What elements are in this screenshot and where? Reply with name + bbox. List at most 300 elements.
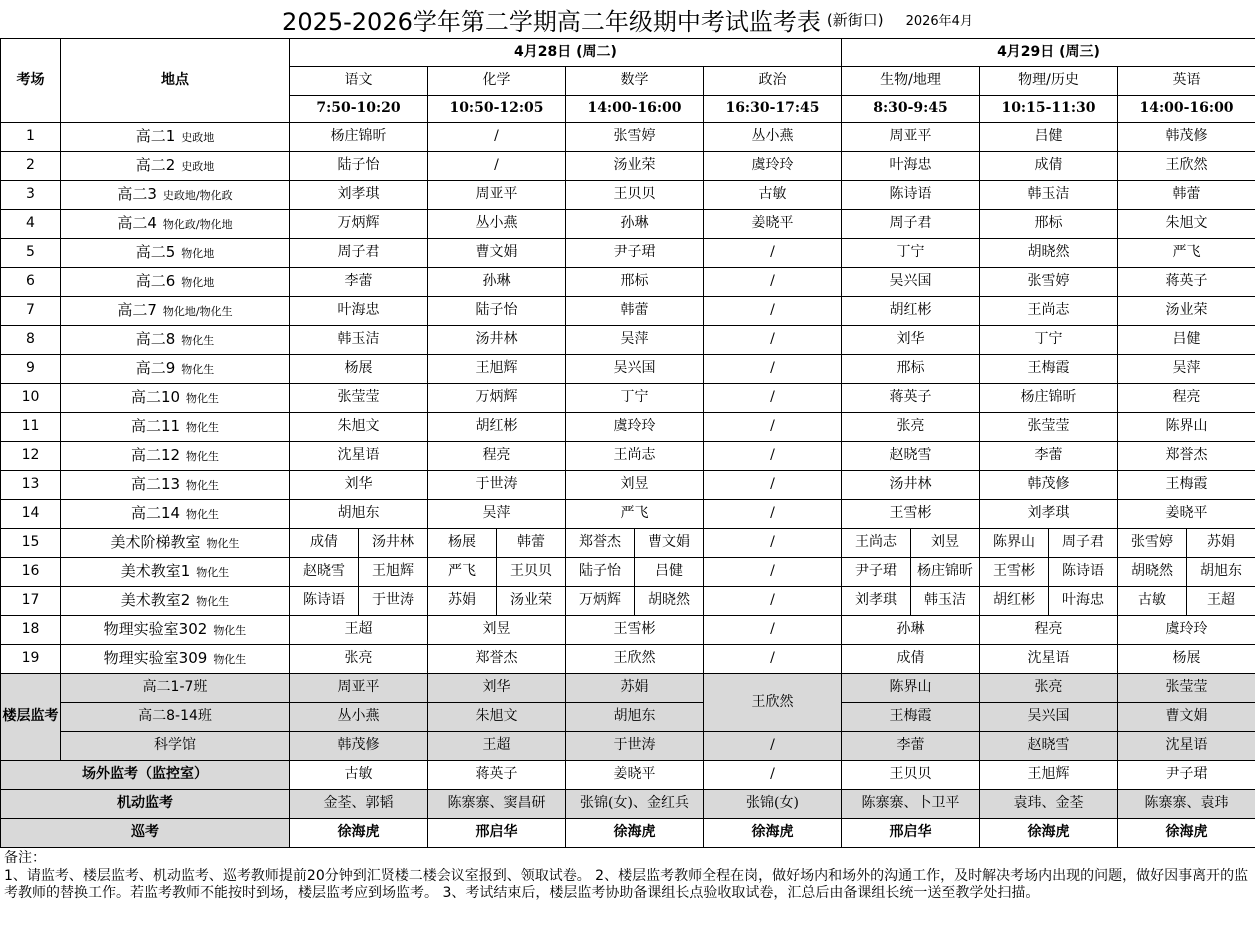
invigilator-cell: 沈星语: [980, 645, 1118, 674]
room-location: [61, 268, 290, 297]
table-row: [1, 732, 1255, 761]
invigilator-cell: 陈界山: [980, 529, 1049, 558]
invigilator-cell: 邢标: [842, 355, 980, 384]
room-number: 2: [1, 152, 61, 181]
room-location: [61, 152, 290, 181]
subject-header: 化学: [428, 67, 566, 96]
invigilator-cell: /: [704, 500, 842, 529]
floor-area: 高二1-7班: [61, 674, 290, 703]
location-name: 美术教室1: [120, 562, 191, 581]
room-number: 3: [1, 181, 61, 210]
invigilator-cell: 陈诗语: [1049, 558, 1118, 587]
invigilator-cell: 朱旭文: [290, 413, 428, 442]
invigilator-cell: 邢标: [980, 210, 1118, 239]
invigilator-cell: 王尚志: [842, 529, 911, 558]
invigilator-cell: 杨庄锦昕: [980, 384, 1118, 413]
invigilator-cell: 李蕾: [290, 268, 428, 297]
subject-combo: 史政地/物化政: [162, 189, 233, 203]
invigilator-cell: 程亮: [428, 442, 566, 471]
invigilator-cell: 姜晓平: [704, 210, 842, 239]
table-row: [1, 239, 1255, 268]
location-name: 高二6: [135, 272, 176, 291]
invigilator-cell: 周子君: [842, 210, 980, 239]
mobile-cell: 金荃、郭韬: [290, 790, 428, 819]
invigilator-cell: 万炳辉: [428, 384, 566, 413]
room-location: [61, 500, 290, 529]
invigilator-cell: 陆子怡: [566, 558, 635, 587]
mobile-cell: 袁玮、金荃: [980, 790, 1118, 819]
patrol-cell: 邢启华: [428, 819, 566, 848]
invigilator-cell: 汤井林: [842, 471, 980, 500]
subject-header: 生物/地理: [842, 67, 980, 96]
invigilator-cell: 孙琳: [428, 268, 566, 297]
table-row: [1, 819, 1255, 848]
invigilator-cell: 周子君: [1049, 529, 1118, 558]
outside-label: 场外监考（监控室）: [1, 761, 290, 790]
invigilator-cell: 虞玲玲: [1118, 616, 1255, 645]
invigilator-cell: 苏娟: [1187, 529, 1255, 558]
table-row: [1, 703, 1255, 732]
subject-combo: 物化生: [181, 334, 215, 348]
room-location: [61, 645, 290, 674]
room-location: [61, 239, 290, 268]
invigilator-cell: 刘孝琪: [842, 587, 911, 616]
invigilator-cell: 汤业荣: [566, 152, 704, 181]
room-location: [61, 442, 290, 471]
subject-combo: 物化生: [186, 479, 220, 493]
invigilator-cell: 刘昱: [566, 471, 704, 500]
location-name: 美术教室2: [120, 591, 191, 610]
invigilator-cell: 王欣然: [566, 645, 704, 674]
page-title: 2025-2026学年第二学期高二年级期中考试监考表: [282, 7, 821, 36]
invigilator-cell: /: [704, 732, 842, 761]
invigilator-cell: 汤井林: [428, 326, 566, 355]
invigilator-cell: 曹文娟: [635, 529, 704, 558]
invigilator-cell: 杨展: [290, 355, 428, 384]
room-number: 15: [1, 529, 61, 558]
subject-combo: 史政地: [181, 131, 215, 145]
location-name: 高二11: [130, 417, 181, 436]
invigilator-cell: /: [428, 152, 566, 181]
location-name: 美术阶梯教室: [110, 533, 201, 552]
invigilator-cell: 刘华: [428, 674, 566, 703]
mobile-cell: 张锦(女)、金红兵: [566, 790, 704, 819]
invigilator-cell: /: [704, 616, 842, 645]
table-row: [1, 268, 1255, 297]
mobile-cell: 陈寨寨、袁玮: [1118, 790, 1255, 819]
subject-combo: 物化生: [206, 537, 240, 551]
invigilator-cell: 刘昱: [428, 616, 566, 645]
invigilator-cell: 于世涛: [359, 587, 428, 616]
room-number: 8: [1, 326, 61, 355]
invigilator-cell: 张莹莹: [980, 413, 1118, 442]
invigilator-cell: 陈界山: [842, 674, 980, 703]
table-row: [1, 384, 1255, 413]
invigilator-cell: 王梅霞: [842, 703, 980, 732]
subject-combo: 物化政/物化地: [162, 218, 233, 232]
invigilator-cell: 蒋英子: [842, 384, 980, 413]
mobile-label: 机动监考: [1, 790, 290, 819]
invigilator-cell: 陈诗语: [290, 587, 359, 616]
invigilator-cell: 虞玲玲: [704, 152, 842, 181]
invigilator-cell: /: [704, 558, 842, 587]
invigilator-cell: /: [704, 471, 842, 500]
invigilator-cell: 刘孝琪: [980, 500, 1118, 529]
invigilator-cell: 尹子珺: [566, 239, 704, 268]
table-row: [1, 529, 1255, 558]
room-number: 18: [1, 616, 61, 645]
invigilator-cell: 古敏: [290, 761, 428, 790]
invigilator-cell: 王贝贝: [497, 558, 566, 587]
subject-combo: 物化地: [181, 276, 215, 290]
invigilator-cell: 吴萍: [428, 500, 566, 529]
invigilator-cell: 孙琳: [566, 210, 704, 239]
invigilator-cell: 严飞: [566, 500, 704, 529]
mobile-cell: 陈寨寨、卜卫平: [842, 790, 980, 819]
subject-header: 物理/历史: [980, 67, 1118, 96]
invigilator-cell: 杨展: [1118, 645, 1255, 674]
room-location: [61, 471, 290, 500]
invigilator-cell: 赵晓雪: [290, 558, 359, 587]
invigilator-cell: 吴兴国: [566, 355, 704, 384]
subject-combo: 物化生: [186, 508, 220, 522]
invigilator-cell: 吴萍: [1118, 355, 1255, 384]
invigilator-cell: 吕健: [635, 558, 704, 587]
room-number: 5: [1, 239, 61, 268]
invigilator-cell: /: [704, 355, 842, 384]
invigilator-cell: 吴兴国: [842, 268, 980, 297]
subject-combo: 物化生: [213, 653, 247, 667]
invigilator-cell: 程亮: [1118, 384, 1255, 413]
invigilator-cell: 于世涛: [428, 471, 566, 500]
invigilator-cell: 朱旭文: [1118, 210, 1255, 239]
invigilator-cell: 吴兴国: [980, 703, 1118, 732]
invigilator-cell: 郑誉杰: [428, 645, 566, 674]
notes: [4, 850, 1249, 903]
room-number: 16: [1, 558, 61, 587]
invigilator-cell: 于世涛: [566, 732, 704, 761]
invigilator-cell: 王超: [1187, 587, 1255, 616]
subject-combo: 物化地/物化生: [162, 305, 233, 319]
room-header: 考场: [1, 39, 61, 123]
invigilator-cell: 胡红彬: [428, 413, 566, 442]
invigilator-cell: /: [704, 268, 842, 297]
location-name: 高二7: [117, 301, 157, 320]
room-number: 4: [1, 210, 61, 239]
invigilator-cell: 朱旭文: [428, 703, 566, 732]
day2-header: 4月29日 (周三): [842, 39, 1255, 67]
invigilator-cell: 丁宁: [980, 326, 1118, 355]
invigilator-cell: 古敏: [1118, 587, 1187, 616]
patrol-cell: 徐海虎: [566, 819, 704, 848]
invigilator-cell: 王贝贝: [842, 761, 980, 790]
room-number: 1: [1, 123, 61, 152]
invigilator-cell: 王旭辉: [428, 355, 566, 384]
invigilator-cell: 王尚志: [566, 442, 704, 471]
invigilator-cell: 郑誉杰: [1118, 442, 1255, 471]
patrol-cell: 徐海虎: [1118, 819, 1255, 848]
invigilator-cell: /: [704, 239, 842, 268]
invigilator-cell: 杨展: [428, 529, 497, 558]
table-row: [1, 674, 1255, 703]
invigilator-cell: 刘孝琪: [290, 181, 428, 210]
mobile-cell: 张锦(女): [704, 790, 842, 819]
invigilator-cell: 姜晓平: [566, 761, 704, 790]
time-header: 14:00-16:00: [1118, 96, 1255, 123]
location-name: 高二12: [130, 446, 181, 465]
room-location: [61, 616, 290, 645]
patrol-cell: 徐海虎: [704, 819, 842, 848]
invigilator-cell: 严飞: [1118, 239, 1255, 268]
invigilator-cell: 叶海忠: [842, 152, 980, 181]
location-name: 高二13: [130, 475, 181, 494]
invigilator-cell: 程亮: [980, 616, 1118, 645]
room-number: 13: [1, 471, 61, 500]
table-row: [1, 152, 1255, 181]
invigilator-cell: 韩蕾: [566, 297, 704, 326]
invigilator-cell: 李蕾: [980, 442, 1118, 471]
invigilator-cell: 刘华: [842, 326, 980, 355]
invigilator-cell: 万炳辉: [290, 210, 428, 239]
invigilator-cell: 古敏: [704, 181, 842, 210]
invigilator-cell: 丛小燕: [290, 703, 428, 732]
location-name: 高二9: [135, 359, 176, 378]
subject-header: 数学: [566, 67, 704, 96]
room-number: 14: [1, 500, 61, 529]
room-location: [61, 210, 290, 239]
invigilator-cell: 叶海忠: [1049, 587, 1118, 616]
subject-combo: 物化生: [181, 363, 215, 377]
invigilator-cell: 丁宁: [842, 239, 980, 268]
invigilator-cell: 王尚志: [980, 297, 1118, 326]
room-location: [61, 355, 290, 384]
invigilator-cell: /: [704, 326, 842, 355]
invigilator-cell: 杨庄锦昕: [290, 123, 428, 152]
location-name: 高二4: [117, 214, 157, 233]
invigilator-cell: 胡晓然: [635, 587, 704, 616]
room-location: [61, 181, 290, 210]
invigilator-cell: 沈星语: [1118, 732, 1255, 761]
room-number: 12: [1, 442, 61, 471]
time-header: 7:50-10:20: [290, 96, 428, 123]
invigilator-cell: 赵晓雪: [842, 442, 980, 471]
invigilator-cell: 李蕾: [842, 732, 980, 761]
location-name: 物理实验室302: [103, 620, 208, 639]
notes-heading: 备注：: [4, 850, 46, 866]
invigilator-cell: 韩玉洁: [980, 181, 1118, 210]
invigilator-cell: 韩蕾: [497, 529, 566, 558]
room-location: [61, 558, 290, 587]
room-number: 17: [1, 587, 61, 616]
invigilator-cell: 张雪婷: [1118, 529, 1187, 558]
room-location: [61, 384, 290, 413]
room-number: 6: [1, 268, 61, 297]
invigilator-cell: 张亮: [980, 674, 1118, 703]
room-location: [61, 413, 290, 442]
invigilator-cell: 胡旭东: [566, 703, 704, 732]
invigilator-cell: 成倩: [842, 645, 980, 674]
location-name: 高二10: [130, 388, 181, 407]
invigilator-cell: 成倩: [290, 529, 359, 558]
room-location: [61, 297, 290, 326]
invigilator-cell: /: [704, 384, 842, 413]
invigilator-cell: 沈星语: [290, 442, 428, 471]
patrol-cell: 邢启华: [842, 819, 980, 848]
day1-header: 4月28日 (周二): [290, 39, 842, 67]
invigilation-table: [0, 38, 1255, 848]
floor-label: 楼层监考: [1, 674, 61, 761]
invigilator-cell: 陆子怡: [428, 297, 566, 326]
invigilator-cell: 张雪婷: [980, 268, 1118, 297]
table-row: [1, 761, 1255, 790]
invigilator-cell: 吴萍: [566, 326, 704, 355]
subject-combo: 史政地: [181, 160, 215, 174]
patrol-cell: 徐海虎: [290, 819, 428, 848]
table-row: [1, 123, 1255, 152]
table-row: [1, 500, 1255, 529]
invigilator-cell: 丛小燕: [704, 123, 842, 152]
invigilator-cell: 王雪彬: [842, 500, 980, 529]
invigilator-cell: 胡旭东: [1187, 558, 1255, 587]
invigilator-cell: 王旭辉: [980, 761, 1118, 790]
invigilator-cell: 胡晓然: [980, 239, 1118, 268]
invigilator-cell: 蒋英子: [1118, 268, 1255, 297]
invigilator-cell: 张雪婷: [566, 123, 704, 152]
table-row: [1, 790, 1255, 819]
invigilator-cell: 汤业荣: [497, 587, 566, 616]
invigilator-cell: 王欣然: [1118, 152, 1255, 181]
invigilator-cell: 刘华: [290, 471, 428, 500]
invigilator-cell: 胡晓然: [1118, 558, 1187, 587]
table-row: [1, 413, 1255, 442]
subject-combo: 物化生: [186, 450, 220, 464]
invigilator-cell: 成倩: [980, 152, 1118, 181]
notes-text: 1、请监考、楼层监考、机动监考、巡考教师提前20分钟到汇贤楼二楼会议室报到、领取试卷。 2、楼层监考教师全程在岗，做好场内和场外的沟通工作，及时解决考场内出现的问题，做好因事离开的监考教师的替换工作。若监考教师不能按时到场，楼层监考应到场监考。 3、考试结束后，楼层监考协助备课组长点验收取试卷，汇总后由备课组长统一送至教学处扫描。: [4, 867, 1249, 901]
invigilator-cell: 张亮: [842, 413, 980, 442]
invigilator-cell: 吕健: [1118, 326, 1255, 355]
invigilator-cell: 张莹莹: [290, 384, 428, 413]
invigilator-cell: 吕健: [980, 123, 1118, 152]
invigilator-cell: 王超: [428, 732, 566, 761]
place-header: 地点: [61, 39, 290, 123]
subject-combo: 物化生: [196, 595, 230, 609]
invigilator-cell: 汤井林: [359, 529, 428, 558]
table-row: [1, 181, 1255, 210]
subject-combo: 物化地: [181, 247, 215, 261]
invigilator-cell: 苏娟: [566, 674, 704, 703]
time-header: 10:15-11:30: [980, 96, 1118, 123]
time-header: 16:30-17:45: [704, 96, 842, 123]
invigilator-cell: 姜晓平: [1118, 500, 1255, 529]
location-name: 高二8: [135, 330, 176, 349]
invigilator-cell: /: [704, 645, 842, 674]
invigilator-cell: 苏娟: [428, 587, 497, 616]
location-name: 高二2: [135, 156, 176, 175]
patrol-label: 巡考: [1, 819, 290, 848]
invigilator-cell: /: [704, 587, 842, 616]
floor-politics-cell: 王欣然: [704, 674, 842, 732]
invigilator-cell: 王梅霞: [1118, 471, 1255, 500]
room-number: 9: [1, 355, 61, 384]
invigilator-cell: 尹子珺: [1118, 761, 1255, 790]
invigilator-cell: 严飞: [428, 558, 497, 587]
room-number: 10: [1, 384, 61, 413]
invigilator-cell: 张莹莹: [1118, 674, 1255, 703]
subject-combo: 物化生: [213, 624, 247, 638]
table-row: [1, 210, 1255, 239]
subject-header: 语文: [290, 67, 428, 96]
invigilator-cell: 韩茂修: [980, 471, 1118, 500]
invigilator-cell: 曹文娟: [1118, 703, 1255, 732]
subject-combo: 物化生: [186, 421, 220, 435]
invigilator-cell: 万炳辉: [566, 587, 635, 616]
invigilator-cell: /: [704, 529, 842, 558]
invigilator-cell: 赵晓雪: [980, 732, 1118, 761]
invigilator-cell: 叶海忠: [290, 297, 428, 326]
invigilator-cell: 周亚平: [290, 674, 428, 703]
subject-header: 英语: [1118, 67, 1255, 96]
invigilator-cell: 韩玉洁: [911, 587, 980, 616]
time-header: 10:50-12:05: [428, 96, 566, 123]
invigilator-cell: 胡旭东: [290, 500, 428, 529]
invigilator-cell: /: [704, 761, 842, 790]
invigilator-cell: 蒋英子: [428, 761, 566, 790]
room-number: 19: [1, 645, 61, 674]
invigilator-cell: 王雪彬: [566, 616, 704, 645]
patrol-cell: 徐海虎: [980, 819, 1118, 848]
subject-header: 政治: [704, 67, 842, 96]
subject-combo: 物化生: [196, 566, 230, 580]
room-number: 11: [1, 413, 61, 442]
invigilator-cell: 郑誉杰: [566, 529, 635, 558]
room-location: [61, 123, 290, 152]
invigilator-cell: 王旭辉: [359, 558, 428, 587]
time-header: 8:30-9:45: [842, 96, 980, 123]
invigilator-cell: /: [704, 413, 842, 442]
location-name: 物理实验室309: [103, 649, 208, 668]
invigilator-cell: 汤业荣: [1118, 297, 1255, 326]
invigilator-cell: 王贝贝: [566, 181, 704, 210]
table-row: [1, 297, 1255, 326]
table-row: [1, 471, 1255, 500]
invigilator-cell: 陆子怡: [290, 152, 428, 181]
invigilator-cell: 王超: [290, 616, 428, 645]
room-number: 7: [1, 297, 61, 326]
location-name: 高二5: [135, 243, 176, 262]
mobile-cell: 陈寨寨、窦昌研: [428, 790, 566, 819]
table-row: [1, 326, 1255, 355]
invigilator-cell: 胡红彬: [980, 587, 1049, 616]
invigilator-cell: 刘昱: [911, 529, 980, 558]
invigilator-cell: /: [704, 442, 842, 471]
invigilator-cell: 陈界山: [1118, 413, 1255, 442]
invigilator-cell: 韩茂修: [290, 732, 428, 761]
invigilator-cell: 张亮: [290, 645, 428, 674]
invigilator-cell: 孙琳: [842, 616, 980, 645]
invigilator-cell: 虞玲玲: [566, 413, 704, 442]
invigilator-cell: 曹文娟: [428, 239, 566, 268]
location-name: 高二1: [135, 127, 176, 146]
table-row: [1, 39, 1255, 67]
invigilator-cell: 邢标: [566, 268, 704, 297]
invigilator-cell: 陈诗语: [842, 181, 980, 210]
floor-area: 科学馆: [61, 732, 290, 761]
invigilator-cell: 丁宁: [566, 384, 704, 413]
room-location: [61, 326, 290, 355]
title-date: 2026年4月: [905, 13, 973, 29]
table-row: [1, 645, 1255, 674]
invigilator-cell: /: [704, 297, 842, 326]
